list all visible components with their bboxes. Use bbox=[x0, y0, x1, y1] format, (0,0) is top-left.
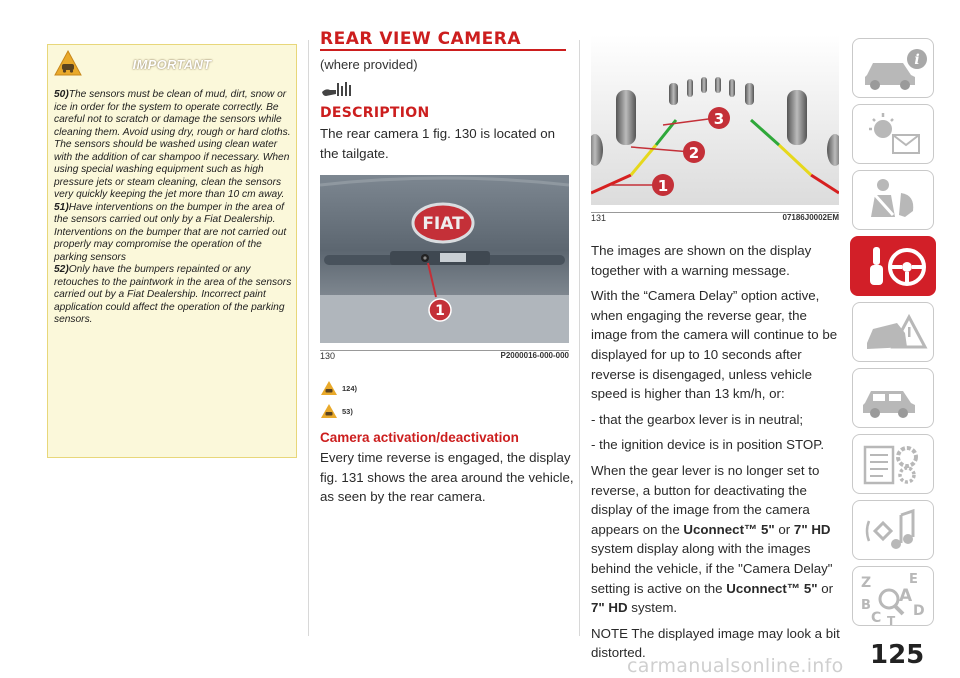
warning-ref: 124) bbox=[342, 384, 358, 393]
note-text: The sensors must be clean of mud, dirt, snow or ice in order for the system to operate correctly. Be careful not to scratch or damage the sensors while cleaning them. Avoid using dry, rough or hard cloths. The sensors should be washed using clean water with the addition of car shampoo if necessary. When using special washing equipment such as high pressure jets or steam cleaning, clean the sensors very quickly keeping the jet more than 10 cm away. bbox=[54, 89, 291, 200]
note-52 bbox=[54, 264, 292, 327]
figure-130-tailgate bbox=[320, 175, 569, 343]
figure-130-caption bbox=[320, 350, 569, 364]
section-title-underline bbox=[320, 49, 566, 51]
tab-emergency[interactable] bbox=[852, 302, 934, 362]
figure-131-camera-view bbox=[591, 35, 839, 205]
paragraph: With the “Camera Delay” option active, when engaging the reverse gear, the image from the camera will continue to be displayed for up to 10 seconds after reverse is disengaged, unless vehicle speed is higher than 13 km/h, or: bbox=[591, 288, 838, 402]
tab-starting-driving[interactable] bbox=[850, 236, 936, 296]
section-title: REAR VIEW CAMERA bbox=[320, 29, 522, 49]
note-number: 52) bbox=[54, 264, 69, 275]
car-service-icon bbox=[853, 369, 935, 429]
paragraph: The images are shown on the display together with a warning message. bbox=[591, 243, 812, 278]
tab-dashboard-lights[interactable] bbox=[852, 104, 934, 164]
column3-text bbox=[591, 241, 843, 669]
callout-3: 3 bbox=[713, 110, 725, 128]
index-letter: D bbox=[913, 603, 925, 619]
index-letter: E bbox=[909, 572, 918, 587]
note-50 bbox=[54, 89, 292, 202]
warning-ref-row bbox=[320, 403, 380, 419]
important-title: IMPORTANT bbox=[132, 57, 212, 72]
warning-ref: 53) bbox=[342, 407, 353, 416]
callout-1: 1 bbox=[657, 177, 669, 195]
paragraph bbox=[591, 461, 843, 618]
warning-ref-row bbox=[320, 380, 380, 396]
note-paragraph: NOTE The displayed image may look a bit distorted. bbox=[591, 625, 840, 661]
page-number: 125 bbox=[870, 640, 925, 670]
camera-view-image bbox=[591, 35, 839, 205]
note-text: Have interventions on the bumper in the area of the sensors carried out only by a Fiat Dealership. Interventions on the bumper that are not carried out properly may compromise the operation of the parking sensors bbox=[54, 201, 287, 263]
paragraph: - that the gearbox lever is in neutral; bbox=[591, 411, 804, 427]
important-notes bbox=[54, 89, 292, 327]
tailgate-image bbox=[320, 175, 569, 343]
warning-car-icon bbox=[320, 380, 338, 396]
note-51 bbox=[54, 202, 292, 265]
paragraph: - the ignition device is in position STOP. bbox=[591, 437, 825, 453]
warning-car-icon bbox=[320, 403, 338, 419]
car-info-icon bbox=[853, 39, 935, 99]
description-title: DESCRIPTION bbox=[320, 105, 430, 121]
multimedia-icon bbox=[853, 501, 935, 561]
tab-safety[interactable] bbox=[852, 170, 934, 230]
bold-term: 7" HD bbox=[591, 600, 628, 616]
description-text: The rear camera 1 fig. 130 is located on the tailgate. bbox=[320, 126, 556, 161]
callout-1: 1 bbox=[435, 303, 445, 319]
text-span: or bbox=[774, 521, 794, 537]
warning-triangle-car-icon bbox=[853, 303, 935, 363]
tab-car-info[interactable] bbox=[852, 38, 934, 98]
activation-text: Every time reverse is engaged, the display fig. 131 shows the area around the vehicle, as seen by the rear camera. bbox=[320, 450, 574, 505]
column-divider bbox=[579, 40, 580, 636]
text-span: When the gear lever is no longer set to reverse, a button for deactivating the display of the image from the camera appears on the bbox=[591, 462, 820, 537]
watermark: carmanualsonline.info bbox=[627, 655, 844, 677]
index-magnifier-icon bbox=[853, 567, 935, 627]
svg-text:i: i bbox=[914, 52, 920, 68]
important-header bbox=[48, 45, 296, 85]
key-steering-wheel-icon bbox=[851, 237, 937, 297]
note-text: Only have the bumpers repainted or any retouches to the paintwork in the area of the sensors carried out by a Fiat Dealership. Incorrect paint application could affect the operation of the parking sensors. bbox=[54, 264, 292, 325]
tab-maintenance[interactable] bbox=[852, 368, 934, 428]
index-letter: A bbox=[899, 586, 913, 606]
important-box bbox=[47, 44, 297, 458]
fiat-logo-text: FIAT bbox=[422, 214, 464, 234]
specs-gear-icon bbox=[853, 435, 935, 495]
bold-term: 7" HD bbox=[793, 521, 831, 537]
index-letter: B bbox=[861, 598, 871, 613]
figure-code: 07186J0002EM bbox=[782, 213, 839, 222]
tab-multimedia[interactable] bbox=[852, 500, 934, 560]
text-span: system display along with the images behind the vehicle, if the "Camera Delay" setting is active on the bbox=[591, 541, 833, 596]
note-number: 50) bbox=[54, 89, 69, 100]
hand-pointer-icon bbox=[320, 80, 356, 100]
bold-term: Uconnect™ 5" bbox=[726, 580, 818, 596]
seat-belt-airbag-icon bbox=[853, 171, 935, 231]
callout-2: 2 bbox=[688, 144, 700, 162]
figure-131-caption bbox=[591, 212, 839, 226]
activation-title: Camera activation/deactivation bbox=[320, 430, 519, 445]
dashboard-lights-icon bbox=[853, 105, 935, 165]
tab-technical-data[interactable] bbox=[852, 434, 934, 494]
figure-code: P2000016-000-000 bbox=[500, 351, 569, 360]
tab-index[interactable] bbox=[852, 566, 934, 626]
figure-number: 130 bbox=[320, 351, 336, 361]
text-span: or bbox=[817, 580, 834, 596]
text-span: system. bbox=[627, 600, 678, 616]
bold-term: Uconnect™ 5" bbox=[683, 521, 775, 537]
index-letter: T bbox=[887, 614, 896, 627]
section-subtitle: (where provided) bbox=[320, 57, 418, 72]
column-divider bbox=[308, 40, 309, 636]
figure-number: 131 bbox=[591, 213, 607, 223]
note-number: 51) bbox=[54, 201, 69, 213]
index-letter: Z bbox=[861, 575, 872, 591]
index-letter: C bbox=[871, 610, 882, 626]
